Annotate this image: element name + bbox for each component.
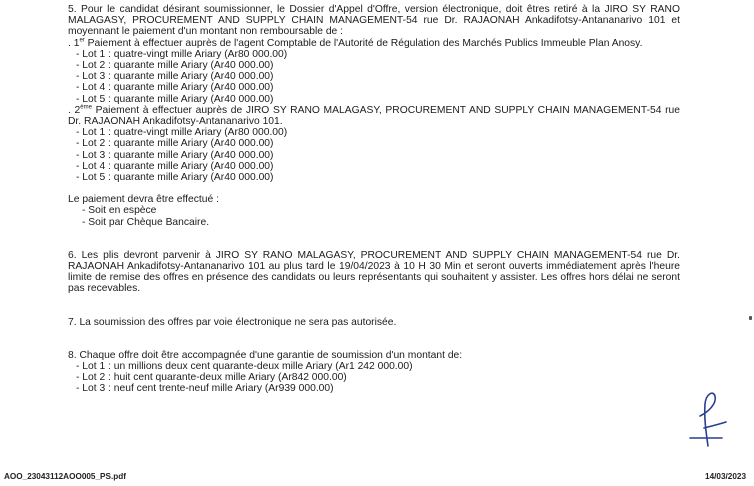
payment-1-lot: - Lot 4 : quarante mille Ariary (Ar40 000.00)	[76, 82, 274, 94]
page-footer	[0, 469, 754, 486]
section-8-lot: - Lot 3 : neuf cent trente-neuf mille Ariary (Ar939 000.00)	[76, 383, 334, 395]
payment-2-lot: - Lot 1 : quatre-vingt mille Ariary (Ar80 000.00)	[76, 127, 288, 139]
payment-1-lot: - Lot 3 : quarante mille Ariary (Ar40 000.00)	[76, 71, 274, 83]
payment-mode-item: - Soit par Chèque Bancaire.	[82, 216, 210, 228]
section-5-intro: 5. Pour le candidat désirant soumissionner, le Dossier d'Appel d'Offre, version électronique, doit êtres retiré à la JIRO SY RANO MALAGASY, PROCUREMENT AND SUPPLY CHAIN MANAGEMENT-54 rue Dr. RAJAONAH Ankadifotsy-Antananarivo 101 et moyennant le paiement d'un montant non remboursable de :	[68, 4, 680, 38]
payment-2-sup: ème	[80, 104, 92, 111]
payment-2-lot: - Lot 4 : quarante mille Ariary (Ar40 000.00)	[76, 160, 274, 172]
section-6-text: 6. Les plis devront parvenir à JIRO SY RANO MALAGASY, PROCUREMENT AND SUPPLY CHAIN MANAGEMENT-54 rue Dr. RAJAONAH Ankadifotsy-Antananarivo 101 au plus tard le 19/04/2023 à 10 H 30 Min et seront ouverts immédiatement après l'heure limite de remise des offres en présence des candidats ou leurs représentants qui souhaitent y assister. Les offres hors délai ne seront pas recevables.	[68, 249, 680, 295]
payment-2-text: Paiement à effectuer auprès de JIRO SY RANO MALAGASY, PROCUREMENT AND SUPPLY CHAIN MANAGEMENT-54 rue Dr. RAJAONAH Ankadifotsy-Antananarivo 101.	[68, 104, 680, 128]
section-7-text: 7. La soumission des offres par voie électronique ne sera pas autorisée.	[68, 316, 397, 328]
footer-filename: AOO_23043112AOO005_PS.pdf	[4, 472, 126, 481]
section-8-lot: - Lot 1 : un millions deux cent quarante-deux mille Ariary (Ar1 242 000.00)	[76, 361, 413, 373]
payment-1-lot: - Lot 1 : quatre-vingt mille Ariary (Ar80 000.00)	[76, 48, 288, 60]
section-8-lot: - Lot 2 : huit cent quarante-deux mille Ariary (Ar842 000.00)	[76, 372, 347, 384]
payment-1-sup: er	[79, 37, 85, 44]
payment-2-line	[68, 105, 680, 127]
payment-1-lot: - Lot 2 : quarante mille Ariary (Ar40 000.00)	[76, 60, 274, 72]
payment-1-prefix: . 1	[68, 37, 80, 49]
payment-2-lot: - Lot 3 : quarante mille Ariary (Ar40 000.00)	[76, 149, 274, 161]
spacer	[68, 295, 680, 317]
scan-mark	[749, 316, 752, 320]
payment-2-prefix: . 2	[68, 104, 81, 116]
payment-2-lot: - Lot 5 : quarante mille Ariary (Ar40 000.00)	[76, 172, 274, 184]
spacer	[68, 183, 680, 194]
payment-mode-item: - Soit en espèce	[82, 205, 157, 217]
payment-mode-title: Le paiement devra être effectué :	[68, 194, 219, 206]
payment-1-line	[68, 38, 680, 49]
spacer	[68, 328, 680, 350]
payment-1-text: Paiement à effectuer auprès de l'agent Comptable de l'Autorité de Régulation des Marchés Publics Immeuble Plan Anosy.	[87, 37, 643, 49]
handwritten-signature-icon	[678, 388, 728, 450]
payment-2-lot: - Lot 2 : quarante mille Ariary (Ar40 000.00)	[76, 138, 274, 150]
spacer	[68, 228, 680, 250]
payment-1-lot: - Lot 5 : quarante mille Ariary (Ar40 000.00)	[76, 93, 274, 105]
document-body	[68, 4, 680, 395]
section-8-intro: 8. Chaque offre doit être accompagnée d'une garantie de soumission d'un montant de:	[68, 349, 463, 361]
footer-date: 14/03/2023	[705, 472, 746, 481]
